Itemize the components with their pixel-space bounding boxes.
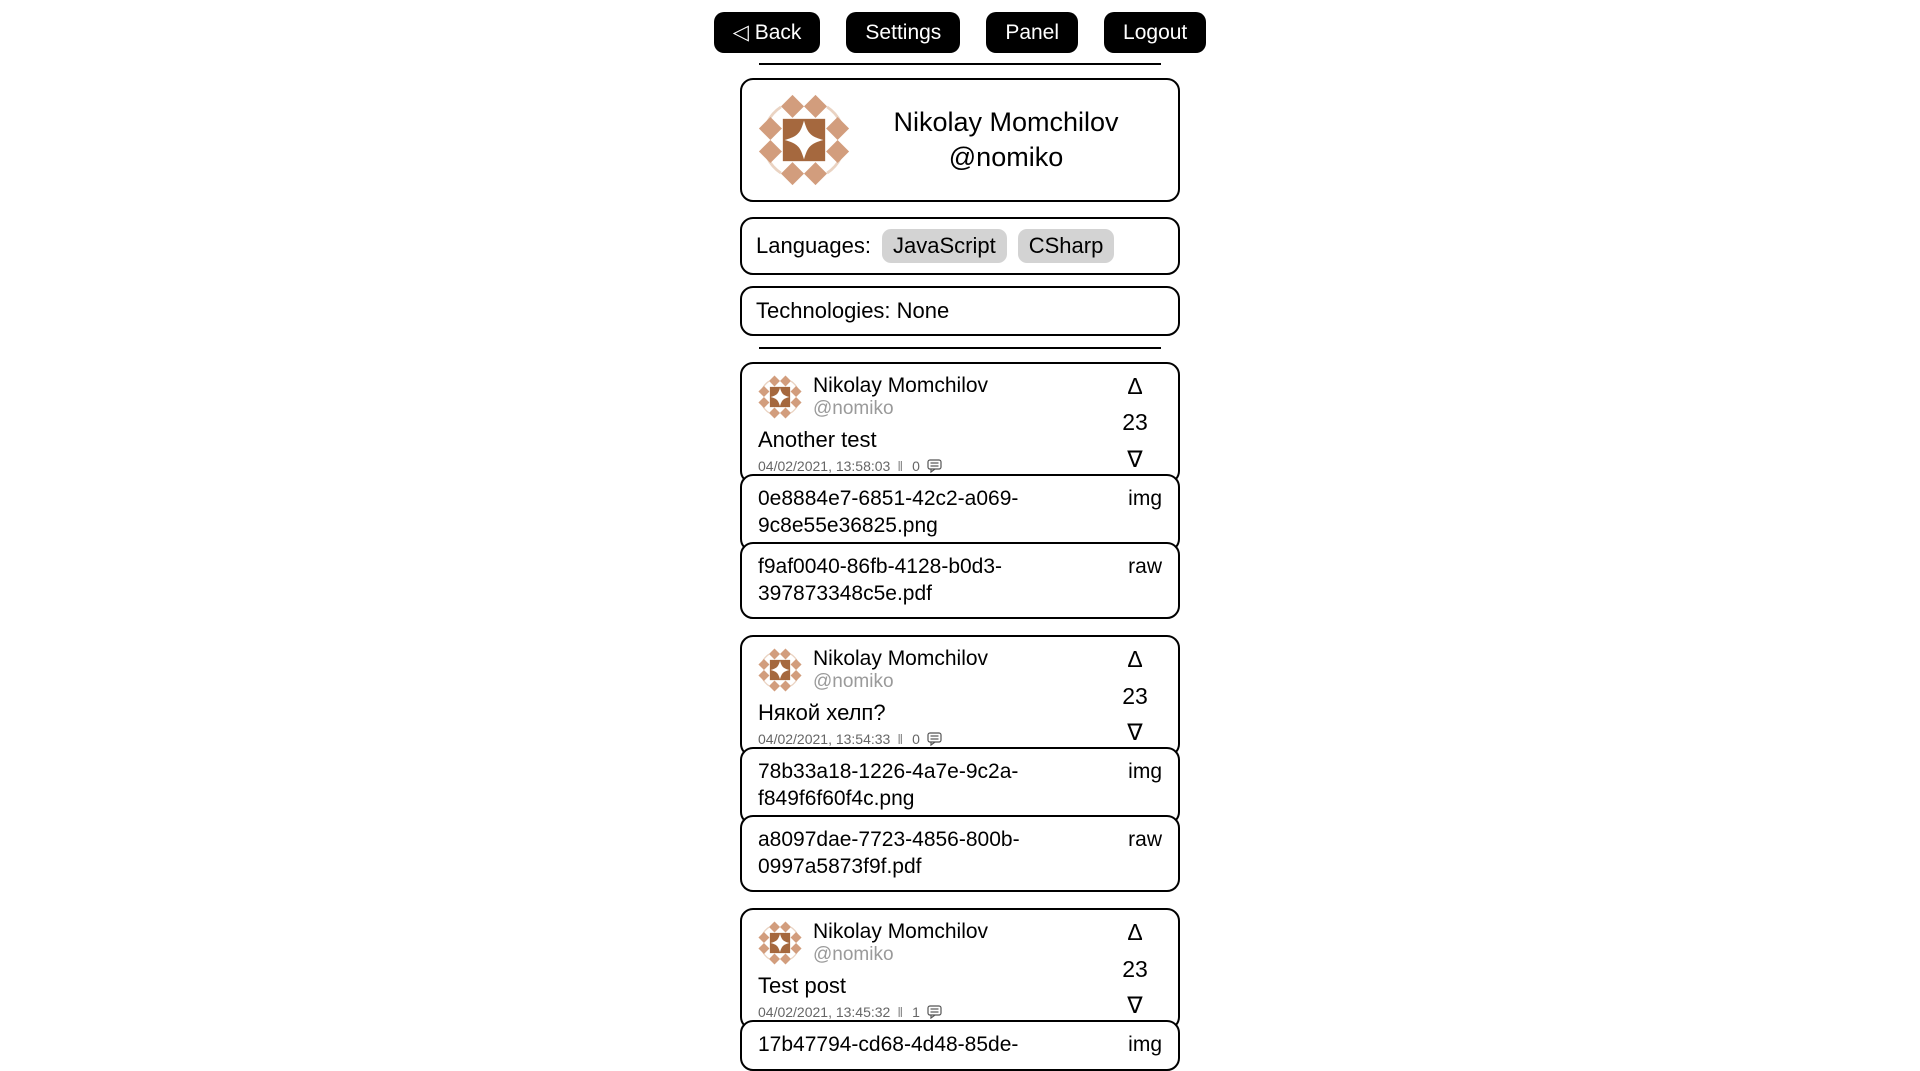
post-title: Test post — [758, 973, 847, 999]
post-meta — [758, 1004, 1108, 1020]
language-tag-csharp: CSharp — [1018, 229, 1115, 263]
attachment-row[interactable] — [740, 747, 1180, 825]
attachment-type: img — [1128, 760, 1162, 784]
post-author-name: Nikolay Momchilov — [813, 920, 989, 944]
post-main — [758, 647, 1108, 747]
post-author-name: Nikolay Momchilov — [813, 647, 989, 671]
post-author — [758, 920, 1108, 966]
vote-column — [1108, 647, 1162, 747]
attachment-filename: 17b47794-cd68-4d48-85de- — [758, 1033, 1019, 1057]
comment-count: 1 — [912, 1004, 920, 1021]
post — [740, 635, 1180, 892]
post — [740, 362, 1180, 619]
meta-separator: ‖ — [897, 457, 904, 474]
attachment-type: img — [1128, 486, 1162, 510]
profile-name: Nikolay Momchilov — [893, 107, 1119, 138]
post-author-handle: @nomiko — [813, 944, 894, 966]
profile-names — [850, 105, 1162, 174]
downvote-button[interactable]: ∇ — [1127, 445, 1143, 472]
post-score: 23 — [1122, 955, 1148, 982]
comment-icon — [927, 732, 942, 746]
logout-button[interactable]: Logout — [1104, 12, 1206, 53]
comment-count: 0 — [912, 731, 920, 748]
post-author-avatar — [758, 375, 802, 419]
post-main — [758, 920, 1108, 1020]
post-main — [758, 374, 1108, 474]
post-author — [758, 647, 1108, 693]
settings-button[interactable]: Settings — [846, 12, 960, 53]
comment-icon — [927, 1005, 942, 1019]
posts-list — [740, 362, 1180, 1071]
post-header-card[interactable] — [740, 635, 1180, 757]
post-meta — [758, 458, 1108, 474]
post-author-avatar — [758, 648, 802, 692]
vote-column — [1108, 920, 1162, 1020]
post-author-handle: @nomiko — [813, 398, 894, 420]
toolbar — [732, 12, 1188, 53]
languages-card — [740, 217, 1180, 275]
downvote-button[interactable]: ∇ — [1127, 718, 1143, 745]
back-icon: ◁ — [732, 21, 749, 44]
upvote-button[interactable]: Δ — [1127, 646, 1143, 673]
upvote-button[interactable]: Δ — [1127, 919, 1143, 946]
language-tag-javascript: JavaScript — [882, 229, 1007, 263]
post-author-name: Nikolay Momchilov — [813, 374, 989, 397]
attachment-row[interactable] — [740, 474, 1180, 552]
attachment-row[interactable] — [740, 815, 1180, 893]
post-title: Another test — [758, 426, 877, 452]
upvote-button[interactable]: Δ — [1127, 373, 1143, 399]
meta-separator: ‖ — [897, 731, 904, 748]
divider-top — [759, 63, 1161, 65]
post-timestamp: 04/02/2021, 13:54:33 — [758, 731, 891, 748]
meta-separator: ‖ — [897, 1004, 904, 1021]
attachment-filename: 0e8884e7-6851-42c2-a069-9c8e55e36825.png — [758, 486, 1019, 538]
post-score: 23 — [1122, 682, 1148, 709]
post-header-card[interactable] — [740, 908, 1180, 1030]
attachment-type: img — [1128, 1033, 1162, 1057]
post-timestamp: 04/02/2021, 13:58:03 — [758, 457, 891, 474]
technologies-label: Technologies: None — [756, 298, 950, 323]
languages-label: Languages: — [756, 233, 871, 258]
back-button[interactable] — [714, 12, 821, 53]
post-header-card[interactable] — [740, 362, 1180, 484]
post-author-avatar — [758, 921, 802, 965]
back-label: Back — [754, 21, 802, 44]
attachment-row[interactable] — [740, 1020, 1180, 1070]
post-author — [758, 374, 1108, 420]
post — [740, 908, 1180, 1070]
attachment-type: raw — [1128, 827, 1162, 851]
divider-posts — [759, 347, 1161, 349]
post-score: 23 — [1122, 409, 1148, 436]
attachment-filename: 78b33a18-1226-4a7e-9c2a-f849f6f60f4c.png — [758, 760, 1019, 811]
attachment-filename: f9af0040-86fb-4128-b0d3-397873348c5e.pdf — [758, 554, 1003, 605]
attachment-row[interactable] — [740, 542, 1180, 620]
post-meta — [758, 731, 1108, 747]
downvote-button[interactable]: ∇ — [1127, 992, 1143, 1019]
vote-column — [1108, 374, 1162, 474]
post-author-handle: @nomiko — [813, 671, 894, 693]
profile-card — [740, 78, 1180, 202]
comment-icon — [927, 459, 942, 473]
page — [732, 0, 1188, 1071]
profile-avatar — [758, 94, 850, 186]
post-title: Някой хелп? — [758, 700, 886, 726]
attachment-type: raw — [1128, 554, 1162, 578]
technologies-card — [740, 286, 1180, 336]
comment-count: 0 — [912, 457, 920, 474]
profile-handle: @nomiko — [948, 142, 1064, 172]
post-timestamp: 04/02/2021, 13:45:32 — [758, 1004, 891, 1021]
attachment-filename: a8097dae-7723-4856-800b-0997a5873f9f.pdf — [758, 827, 1020, 879]
panel-button[interactable]: Panel — [986, 12, 1078, 53]
